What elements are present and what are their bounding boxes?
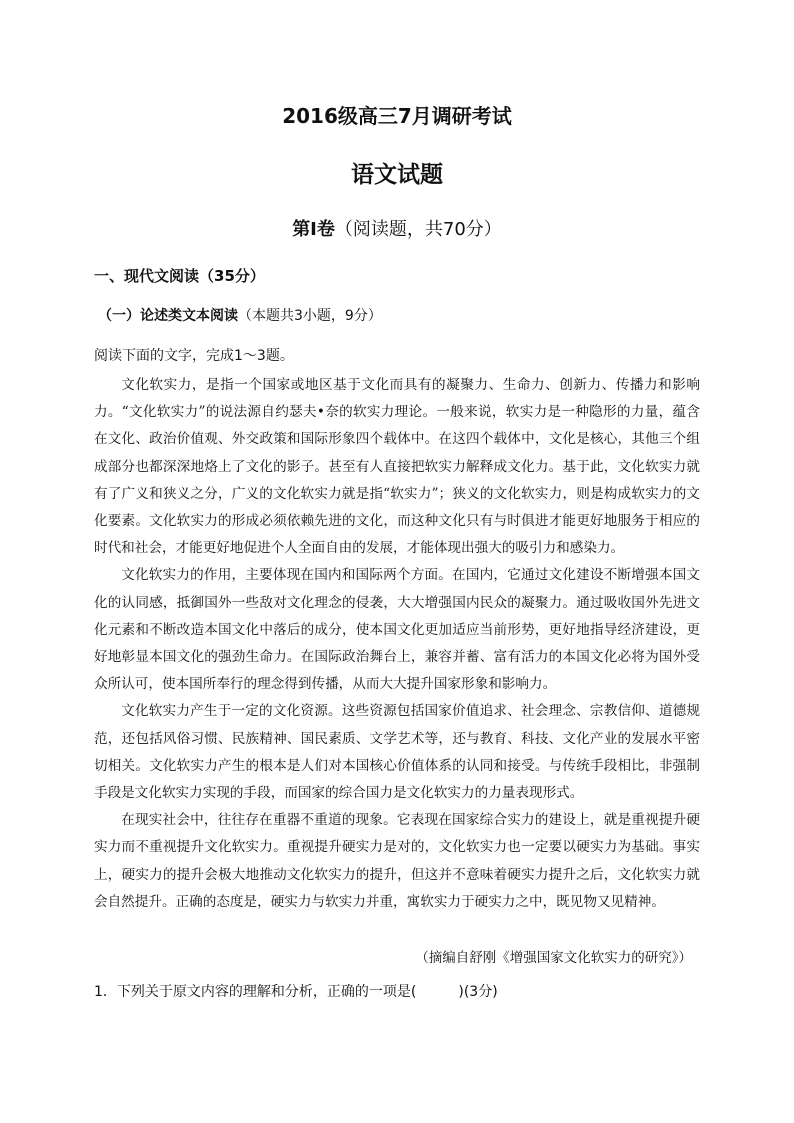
passage-paragraph: 文化软实力产生于一定的文化资源。这些资源包括国家价值追求、社会理念、宗教信仰、道德规范，还包括风俗习惯、民族精神、国民素质、文学艺术等，还与教育、科技、文化产业的发展水平密切相关。文化软实力产生的根本是人们对本国核心价值体系的认同和接受。与传统手段相比，非强制手段是文化软实力实现的手段，而国家的综合国力是文化软实力的力量表现形式。: [94, 703, 700, 802]
volume-title: [0, 215, 794, 241]
sub-heading-label: （一）论述类文本阅读: [98, 308, 238, 324]
passage-paragraph: 在现实社会中，往往存在重器不重道的现象。它表现在国家综合实力的建设上，就是重视提升硬实力而不重视提升文化软实力。重视提升硬实力是对的，文化软实力也一定要以硬实力为基础。事实上，硬实力的提升会极大地推动文化软实力的提升，但这并不意味着硬实力提升之后，文化软实力就会自然提升。正确的态度是，硬实力与软实力并重，寓软实力于硬实力之中，既见物又见精神。: [94, 812, 700, 910]
passage-source: （摘编自舒刚《增强国家文化软实力的研究》）: [415, 950, 692, 966]
section-heading: 一、现代文阅读（35分）: [94, 267, 265, 285]
reading-instruction: 阅读下面的文字，完成1～3题。: [94, 348, 294, 364]
volume-label: 第Ⅰ卷: [292, 219, 335, 240]
volume-note: （阅读题，共70分）: [334, 219, 502, 240]
passage-paragraph: 文化软实力，是指一个国家或地区基于文化而具有的凝聚力、生命力、创新力、传播力和影响力。“文化软实力”的说法源自约瑟夫•奈的软实力理论。一般来说，软实力是一种隐形的力量，蕴含在文化、政治价值观、外交政策和国际形象四个载体中。在这四个载体中，文化是核心，其他三个组成部分也都深深地烙上了文化的影子。甚至有人直接把软实力解释成文化力。基于此，文化软实力就有了广义和狭义之分，广义的文化软实力就是指“软实力”；狭义的文化软实力，则是构成软实力的文化要素。文化软实力的形成必须依赖先进的文化，而这种文化只有与时俱进才能更好地服务于相应的时代和社会，才能更好地促进个人全面自由的发展，才能体现出强大的吸引力和感染力。: [94, 377, 700, 557]
exam-title: 2016级高三7月调研考试: [282, 104, 512, 128]
sub-heading: [98, 305, 382, 325]
sub-heading-note: （本题共3小题，9分）: [238, 308, 382, 324]
passage-paragraph: 文化软实力的作用，主要体现在国内和国际两个方面。在国内，它通过文化建设不断增强本国文化的认同感，抵御国外一些敌对文化理念的侵袭，大大增强国内民众的凝聚力。通过吸收国外先进文化元素和不断改造本国文化中落后的成分，使本国文化更加适应当前形势，更好地指导经济建设，更好地彰显本国文化的强劲生命力。在国际政治舞台上，兼容并蓄、富有活力的本国文化必将为国外受众所认可，使本国所奉行的理念得到传播，从而大大提升国家形象和影响力。: [94, 567, 700, 693]
subject-title: 语文试题: [351, 162, 443, 188]
question-1: 1．下列关于原文内容的理解和分析，正确的一项是( )(3分): [94, 984, 498, 1000]
reading-passage: [94, 372, 700, 916]
